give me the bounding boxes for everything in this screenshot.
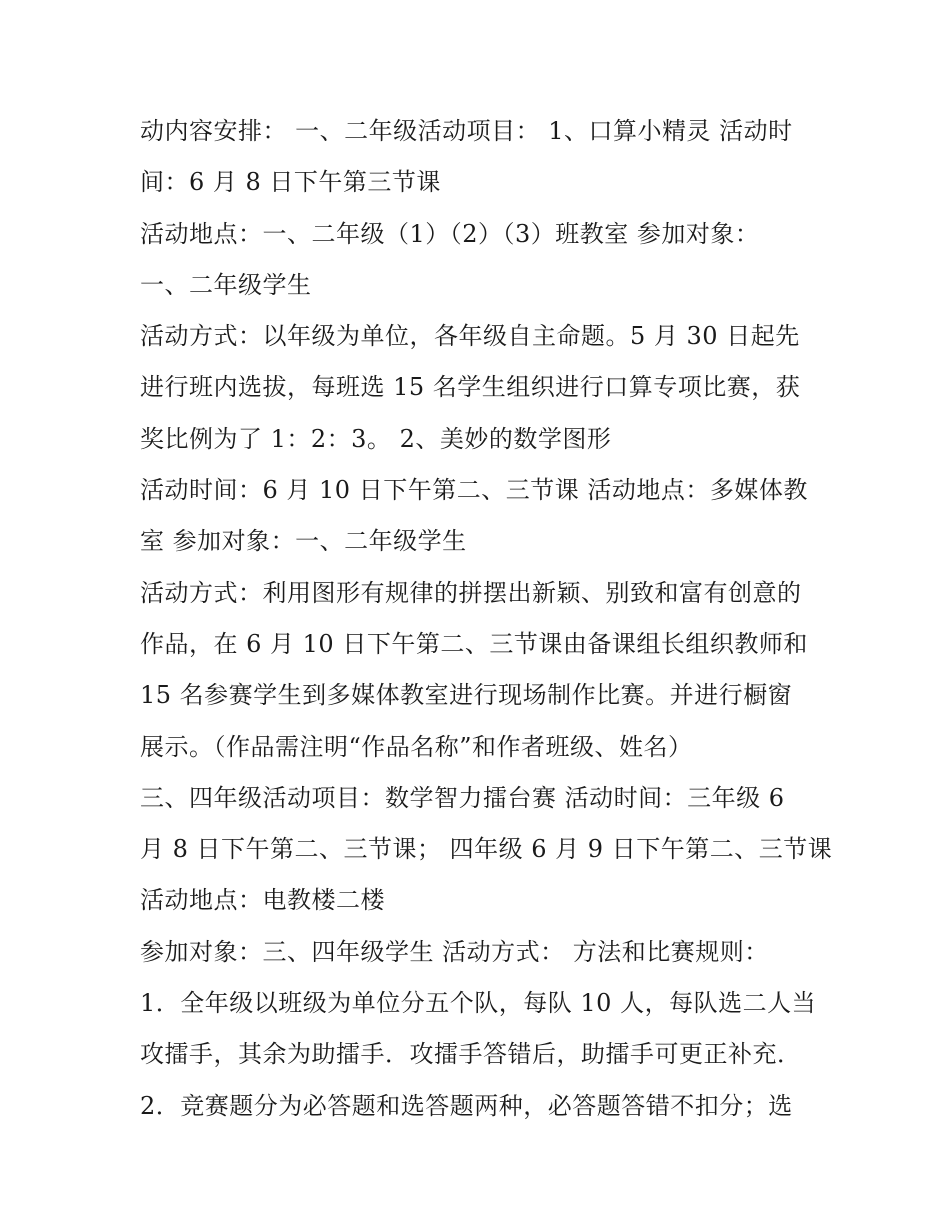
document-body: [140, 106, 833, 1132]
text-line: 活动地点：一、二年级（1）（2）（3）班教室 参加对象：: [140, 219, 760, 248]
text-line: 作品，在 6 月 10 日下午第二、三节课由备课组长组织教师和: [140, 629, 808, 658]
text-line: 1．全年级以班级为单位分五个队，每队 10 人，每队选二人当: [140, 989, 817, 1018]
text-line: 奖比例为了 1：2：3。 2、美妙的数学图形: [140, 424, 612, 453]
text-line: 攻擂手，其余为助擂手．攻擂手答错后，助擂手可更正补充．: [140, 1040, 802, 1069]
text-line: 动内容安排： 一、二年级活动项目： 1、口算小精灵 活动时: [140, 117, 793, 145]
text-line: 活动地点：电教楼二楼: [140, 886, 385, 915]
text-line: 参加对象：三、四年级学生 活动方式： 方法和比赛规则：: [140, 937, 769, 966]
text-line: 活动时间：6 月 10 日下午第二、三节课 活动地点：多媒体教: [140, 476, 808, 505]
text-line: 展示。（作品需注明“作品名称”和作者班级、姓名）: [140, 732, 693, 761]
text-line: 间：6 月 8 日下午第三节课: [140, 168, 441, 197]
text-line: 进行班内选拔，每班选 15 名学生组织进行口算专项比赛，获: [140, 373, 801, 402]
text-line: 活动方式：以年级为单位，各年级自主命题。5 月 30 日起先: [140, 322, 800, 351]
text-line: 室 参加对象：一、二年级学生: [140, 527, 467, 556]
text-line: 活动方式：利用图形有规律的拼摆出新颖、别致和富有创意的: [140, 578, 802, 607]
text-line: 三、四年级活动项目：数学智力擂台赛 活动时间：三年级 6: [140, 783, 785, 812]
text-line: 2．竞赛题分为必答题和选答题两种，必答题答错不扣分；选: [140, 1091, 793, 1120]
text-line: 15 名参赛学生到多媒体教室进行现场制作比赛。并进行橱窗: [140, 681, 793, 710]
text-line: 月 8 日下午第二、三节课； 四年级 6 月 9 日下午第二、三节课: [140, 835, 833, 864]
text-line: 一、二年级学生: [140, 270, 312, 299]
